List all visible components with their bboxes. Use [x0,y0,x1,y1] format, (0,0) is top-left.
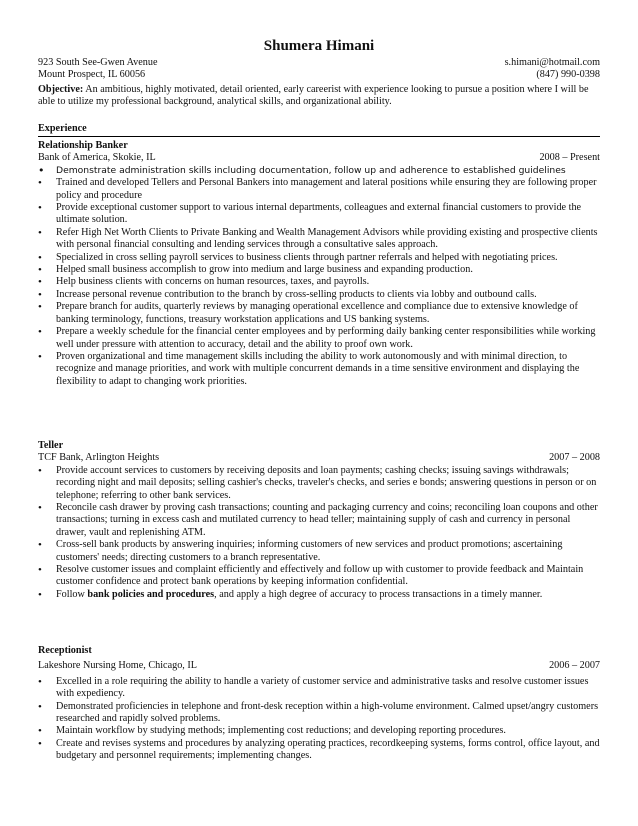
list-item: • Help business clients with concerns on human resources, taxes, and payrolls. [38,276,600,288]
list-item: • Maintain workflow by studying methods; implementing cost reductions; and developing reporting procedures. [38,725,600,737]
list-item: • Reconcile cash drawer by proving cash transactions; counting and packaging currency and coins; reconciling loan coupons and other transactions; turning in excess cash and mutilated currency to head teller; maintaining supply of cash and currency in personal drawer, vault and replenishing ATM. [38,502,600,539]
job-dates: 2006 – 2007 [549,660,600,672]
job-title: Relationship Banker [38,140,128,151]
job-company: Lakeshore Nursing Home, Chicago, IL [38,660,197,672]
job-dates: 2008 – Present [539,152,600,164]
list-item: • Excelled in a role requiring the ability to handle a variety of customer service and administrative tasks and resolve customer issues with expediency. [38,676,600,701]
job-receptionist [38,645,600,763]
job-bullet-list [38,465,600,601]
address-line-2: Mount Prospect, IL 60056 [38,69,146,81]
job-company: TCF Bank, Arlington Heights [38,452,160,464]
list-item [38,589,600,601]
list-item: • Refer High Net Worth Clients to Private Banking and Wealth Management Advisors while providing existing and prospective clients with personal financial consulting and lending services through a consultative sales approach. [38,227,600,252]
phone-number: (847) 990-0398 [536,69,600,81]
list-item: • Resolve customer issues and complaint efficiently and effectively and follow up with customer to provide feedback and Maintain customer confidence and protect bank operations by keeping information confidential. [38,564,600,589]
contact-block [38,57,600,82]
bullet-prefix: Follow [56,588,88,600]
job-bullet-list [38,676,600,763]
list-item: • Proven organizational and time management skills including the ability to work autonomously and with minimal direction, to recognize and manage priorities, and work with multiple concurrent demands in a time sensitive environment and displaying the flexibility to adapt to changing work priorities. [38,351,600,388]
list-item: • Prepare a weekly schedule for the financial center employees and by performing daily banking center responsibilities while working well under pressure with attention to accuracy, detail and the ability to proof own work. [38,326,600,351]
objective-paragraph [38,84,600,109]
list-item: • Demonstrate administration skills including documentation, follow up and adherence to established guidelines [38,165,600,177]
candidate-name: Shumera Himani [263,38,375,54]
list-item: • Increase personal revenue contribution to the branch by cross-selling products to clients via lobby and outbound calls. [38,289,600,301]
list-item: • Prepare branch for audits, quarterly reviews by managing operational excellence and compliance due to extensive knowledge of banking terminology, functions, treasury workstation applications and US banking systems. [38,301,600,326]
list-item: • Provide exceptional customer support to various internal departments, colleagues and external financial customers to provide the ultimate solution. [38,202,600,227]
job-title: Receptionist [38,645,92,656]
job-teller [38,440,600,601]
bullet-bold-text: bank policies and procedures [87,588,215,600]
objective-text: An ambitious, highly motivated, detail oriented, early careerist with experience looking to pursue a position where I will be able to utilize my professional background, analytical skills, and organizational ability. [38,84,589,108]
objective-label: Objective: [38,84,84,95]
list-item: • Trained and developed Tellers and Personal Bankers into management and lateral positions while ensuring they are following proper policy and procedure [38,177,600,202]
bullet-suffix: , and apply a high degree of accuracy to process transactions in a timely manner. [214,588,543,600]
list-item: • Demonstrated proficiencies in telephone and front-desk reception within a high-volume environment. Calmed upset/angry customers researched and rapidly solved problems. [38,701,600,726]
experience-heading: Experience [38,123,600,137]
list-item: • Helped small business accomplish to grow into medium and large business and expanding production. [38,264,600,276]
list-item: • Create and revises systems and procedures by analyzing operating practices, recordkeeping systems, forms control, office layout, and budgetary and personnel requirements; implementing changes. [38,738,600,763]
job-bullet-list [38,165,600,388]
address-line-1: 923 South See-Gwen Avenue [38,57,158,68]
list-item: • Cross-sell bank products by answering inquiries; informing customers of new services and product promotions; ascertaining customers' needs; directing customers to a branch representative. [38,539,600,564]
job-relationship-banker [38,140,600,388]
list-item: • Provide account services to customers by receiving deposits and loan payments; cashing checks; issuing savings withdrawals; recording night and mail deposits; selling cashier's checks, traveler's checks, and series e bonds; answering questions in person or on telephone; referring to other bank services. [38,465,600,502]
job-dates: 2007 – 2008 [549,452,600,464]
job-company: Bank of America, Skokie, IL [38,152,156,164]
list-item: • Specialized in cross selling payroll services to business clients through partner referrals and helped with negotiating prices. [38,252,600,264]
email-address: s.himani@hotmail.com [504,57,600,68]
job-title: Teller [38,440,64,451]
